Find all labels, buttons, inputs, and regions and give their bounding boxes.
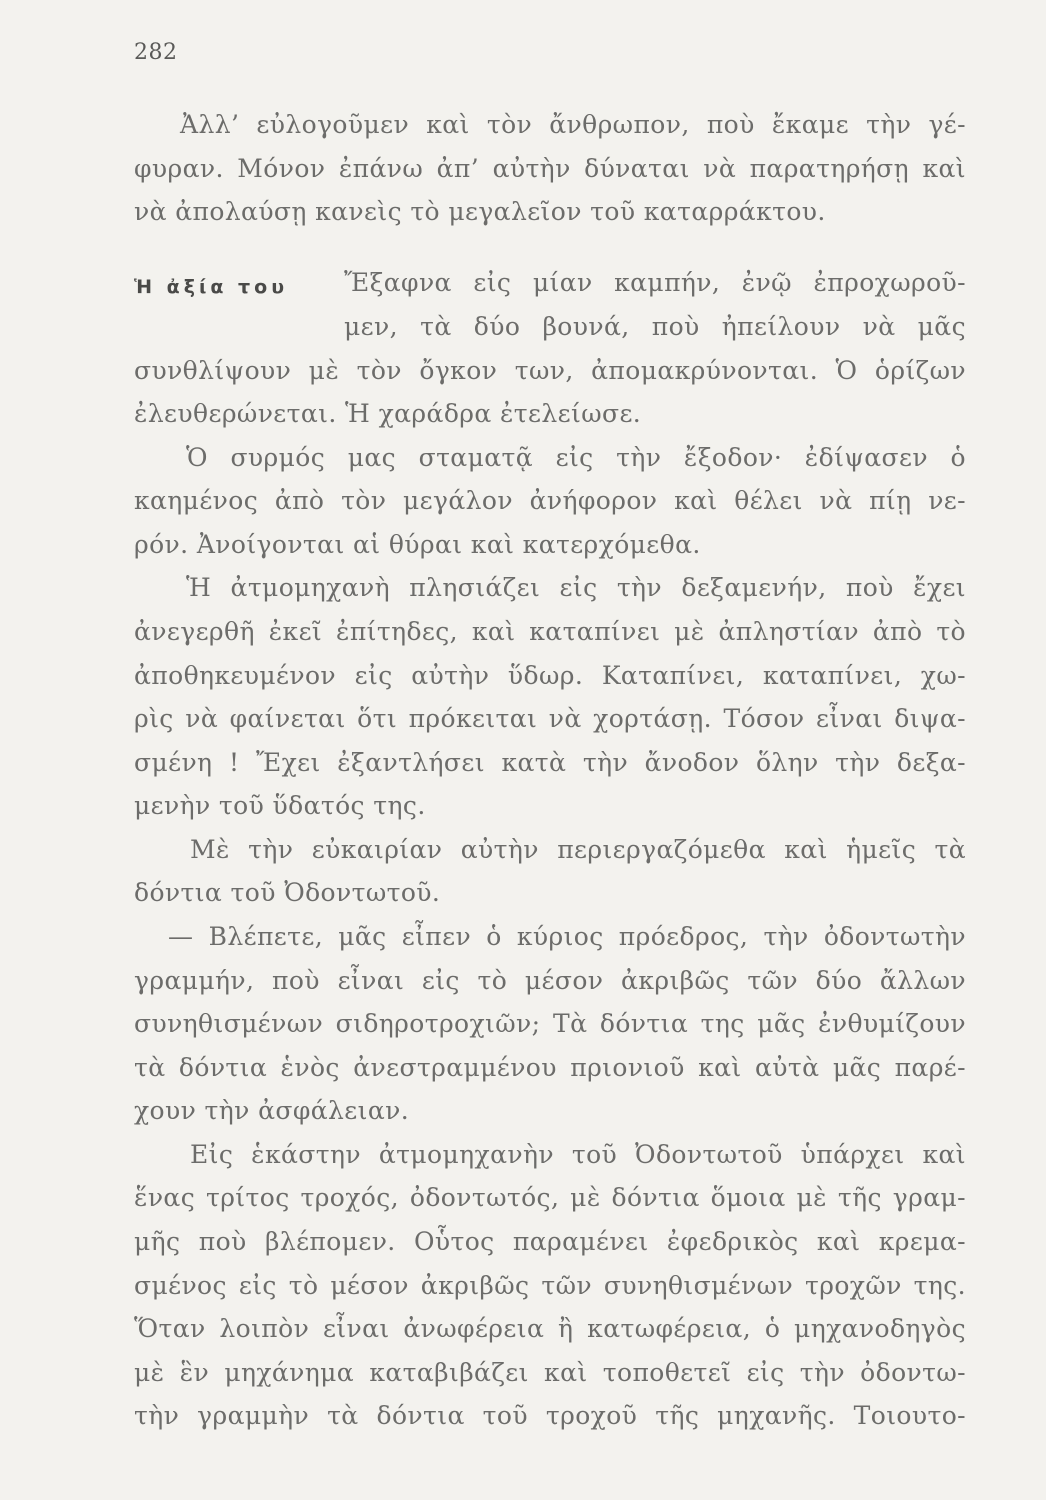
text-line: συνηθισμένων σιδηροτροχιῶν; Τὰ δόντια της μᾶς ἐνθυμίζουν xyxy=(134,1009,966,1038)
text-line: μενὴν τοῦ ὕδατός της. xyxy=(134,791,426,820)
text-line: τὰ δόντια ἑνὸς ἀνεστραμμένου πριονιοῦ καὶ αὐτὰ μᾶς παρέ- xyxy=(134,1053,966,1082)
text-line: μεν, τὰ δύο βουνά, ποὺ ἠπείλουν νὰ μᾶς xyxy=(344,312,966,341)
text-line: ἕνας τρίτος τροχός, ὀδοντωτός, μὲ δόντια ὅμοια μὲ τῆς γραμ- xyxy=(134,1183,966,1212)
text-line: — Βλέπετε, μᾶς εἶπεν ὁ κύριος πρόεδρος, τὴν ὀδοντωτὴν xyxy=(168,922,966,951)
text-line: δόντια τοῦ Ὀδοντωτοῦ. xyxy=(134,878,441,907)
text-line: μὲ ἓν μηχάνημα καταβιβάζει καὶ τοποθετεῖ εἰς τὴν ὀδοντω- xyxy=(134,1358,966,1387)
text-line: γραμμήν, ποὺ εἶναι εἰς τὸ μέσον ἀκριβῶς τῶν δύο ἄλλων xyxy=(134,966,966,995)
text-line: φυραν. Μόνον ἐπάνω ἀπ’ αὐτὴν δύναται νὰ παρατηρήσῃ καὶ xyxy=(134,154,966,183)
text-line: Εἰς ἑκάστην ἀτμομηχανὴν τοῦ Ὀδοντωτοῦ ὑπάρχει καὶ xyxy=(190,1140,966,1169)
side-heading: Ἡ ἀξία του xyxy=(134,276,289,298)
text-line: χουν τὴν ἀσφάλειαν. xyxy=(134,1096,410,1125)
text-line: Ἀλλ’ εὐλογοῦμεν καὶ τὸν ἄνθρωπον, ποὺ ἔκαμε τὴν γέ- xyxy=(180,110,966,139)
text-line: Ὁ συρμός μας σταματᾷ εἰς τὴν ἔξοδον· ἐδίψασεν ὁ xyxy=(186,443,966,472)
text-line: ρὶς νὰ φαίνεται ὅτι πρόκειται νὰ χορτάσῃ. Τόσον εἶναι διψα- xyxy=(134,704,966,733)
text-line: Ὅταν λοιπὸν εἶναι ἀνωφέρεια ἢ κατωφέρεια, ὁ μηχανοδηγὸς xyxy=(134,1314,966,1343)
text-line: σμένη ! Ἔχει ἐξαντλήσει κατὰ τὴν ἄνοδον ὅλην τὴν δεξα- xyxy=(134,748,966,777)
text-line: μῆς ποὺ βλέπομεν. Οὗτος παραμένει ἐφεδρικὸς καὶ κρεμα- xyxy=(134,1227,966,1256)
text-line: ρόν. Ἀνοίγονται αἱ θύραι καὶ κατερχόμεθα. xyxy=(134,530,701,559)
text-line: τὴν γραμμὴν τὰ δόντια τοῦ τροχοῦ τῆς μηχανῆς. Τοιουτο- xyxy=(134,1401,966,1430)
text-line: νὰ ἀπολαύσῃ κανεὶς τὸ μεγαλεῖον τοῦ καταρράκτου. xyxy=(134,197,826,226)
text-line: σμένος εἰς τὸ μέσον ἀκριβῶς τῶν συνηθισμένων τροχῶν της. xyxy=(134,1271,966,1300)
text-line: Ἡ ἀτμομηχανὴ πλησιάζει εἰς τὴν δεξαμενήν, ποὺ ἔχει xyxy=(186,573,966,602)
text-line: καημένος ἀπὸ τὸν μεγάλον ἀνήφορον καὶ θέλει νὰ πίῃ νε- xyxy=(134,486,966,515)
text-line: ἐλευθερώνεται. Ἡ χαράδρα ἐτελείωσε. xyxy=(134,399,642,428)
text-line: Μὲ τὴν εὐκαιρίαν αὐτὴν περιεργαζόμεθα καὶ ἡμεῖς τὰ xyxy=(190,835,966,864)
text-line: Ἔξαφνα εἰς μίαν καμπήν, ἐνῷ ἐπροχωροῦ- xyxy=(344,268,966,297)
text-line: συνθλίψουν μὲ τὸν ὄγκον των, ἀπομακρύνονται. Ὁ ὁρίζων xyxy=(134,356,966,385)
text-line: ἀνεγερθῆ ἐκεῖ ἐπίτηδες, καὶ καταπίνει μὲ ἀπληστίαν ἀπὸ τὸ xyxy=(134,617,966,646)
text-line: ἀποθηκευμένον εἰς αὐτὴν ὕδωρ. Καταπίνει, καταπίνει, χω- xyxy=(134,661,966,690)
page-number: 282 xyxy=(134,40,178,65)
